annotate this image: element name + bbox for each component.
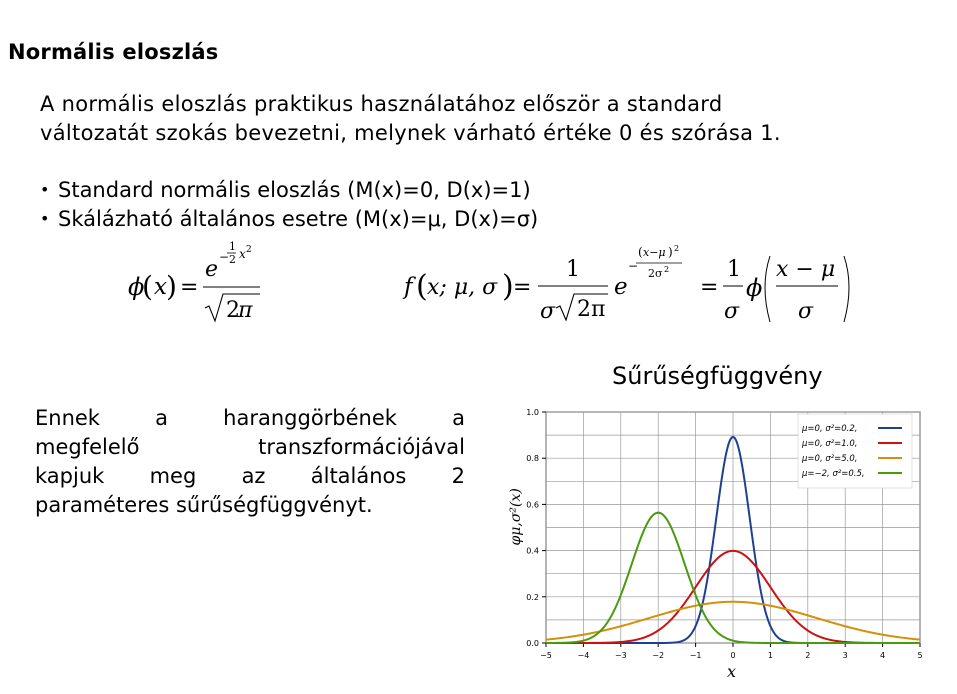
svg-text:2π: 2π: [577, 297, 606, 322]
bullet-standard: • Standard normális eloszlás (M(x)=0, D(x)=1): [40, 176, 538, 205]
paragraph-line-4: paraméteres sűrűségfüggvényt.: [35, 493, 373, 517]
svg-text:2σ: 2σ: [648, 267, 663, 280]
svg-text:e: e: [205, 257, 219, 282]
svg-text:x−μ: x−μ: [643, 246, 666, 259]
legend-label-2: μ=0, σ²=5.0,: [802, 454, 858, 464]
svg-text:f: f: [404, 274, 413, 300]
intro-text: [40, 90, 900, 148]
svg-text:−: −: [628, 259, 639, 273]
formula-general-normal: [398, 238, 858, 330]
bullet-list: [40, 176, 538, 234]
y-tick-label: 0.4: [526, 546, 539, 556]
svg-text:2: 2: [226, 298, 240, 323]
svg-text:x: x: [239, 247, 246, 261]
svg-text:(: (: [142, 270, 153, 303]
x-tick-label: −1: [689, 651, 702, 660]
svg-text:2: 2: [246, 245, 252, 255]
legend-label-0: μ=0, σ²=0.2,: [802, 424, 858, 434]
paragraph-line-1: Ennek a haranggörbének a: [35, 406, 465, 430]
x-axis-label: x: [727, 662, 737, 681]
svg-text:=: =: [700, 275, 719, 300]
formula-standard-normal: [125, 228, 270, 328]
x-tick-label: −2: [652, 651, 665, 660]
svg-text:(: (: [416, 269, 428, 304]
y-tick-label: 0.0: [526, 639, 539, 648]
svg-text:): ): [166, 270, 177, 303]
svg-text:σ: σ: [798, 299, 814, 324]
svg-text:): ): [668, 245, 673, 259]
legend-label-3: μ=−2, σ²=0.5,: [802, 469, 865, 479]
intro-line-2: változatát szokás bevezetni, melynek várható értéke 0 és szórása 1.: [40, 121, 781, 145]
paragraph-line-2: megfelelő transzformációjával: [35, 435, 465, 459]
chart-heading: Sűrűségfüggvény: [612, 362, 823, 390]
x-tick-label: −3: [614, 651, 627, 660]
x-tick-label: 2: [805, 651, 811, 660]
svg-text:e: e: [614, 274, 628, 300]
bullet-general: • Skálázható általános esetre (M(x)=μ, D(x)=σ): [40, 205, 538, 234]
x-tick-label: 3: [842, 651, 848, 660]
svg-text:1: 1: [229, 240, 236, 253]
svg-text:−: −: [219, 250, 230, 264]
svg-text:σ: σ: [540, 299, 556, 324]
y-tick-label: 0.2: [526, 592, 539, 602]
density-chart: [490, 400, 930, 685]
svg-text:ϕ: ϕ: [746, 274, 763, 302]
paragraph-line-3: kapjuk meg az általános 2: [35, 464, 465, 488]
y-tick-label: 0.8: [526, 454, 539, 464]
x-tick-label: 4: [880, 651, 886, 660]
y-axis-label: φμ,σ²(x): [508, 488, 524, 546]
x-tick-label: −5: [540, 651, 552, 660]
x-tick-label: 5: [917, 651, 923, 660]
svg-text:x; μ, σ: x; μ, σ: [427, 275, 498, 300]
y-tick-label: 1.0: [526, 408, 539, 417]
svg-text:σ: σ: [724, 299, 740, 324]
svg-text:): ): [502, 269, 514, 304]
svg-text:=: =: [180, 275, 199, 300]
svg-text:1: 1: [566, 257, 580, 282]
explanation-paragraph: [35, 404, 465, 520]
svg-text:π: π: [238, 298, 253, 323]
svg-text:=: =: [513, 275, 532, 300]
svg-text:2: 2: [664, 265, 670, 274]
svg-text:1: 1: [727, 257, 741, 282]
svg-text:ϕ: ϕ: [128, 273, 145, 301]
slide-title: Normális eloszlás: [8, 40, 219, 64]
legend-label-1: μ=0, σ²=1.0,: [802, 439, 858, 449]
x-tick-label: 1: [767, 651, 773, 660]
svg-text:(: (: [638, 245, 643, 259]
intro-line-1: A normális eloszlás praktikus használatához először a standard: [40, 92, 723, 116]
svg-text:2: 2: [674, 244, 680, 253]
x-tick-label: 0: [730, 651, 736, 660]
svg-text:x: x: [154, 274, 167, 300]
x-tick-label: −4: [577, 651, 590, 660]
y-tick-label: 0.6: [526, 500, 539, 510]
svg-text:x − μ: x − μ: [776, 257, 836, 282]
svg-text:2: 2: [229, 253, 236, 266]
